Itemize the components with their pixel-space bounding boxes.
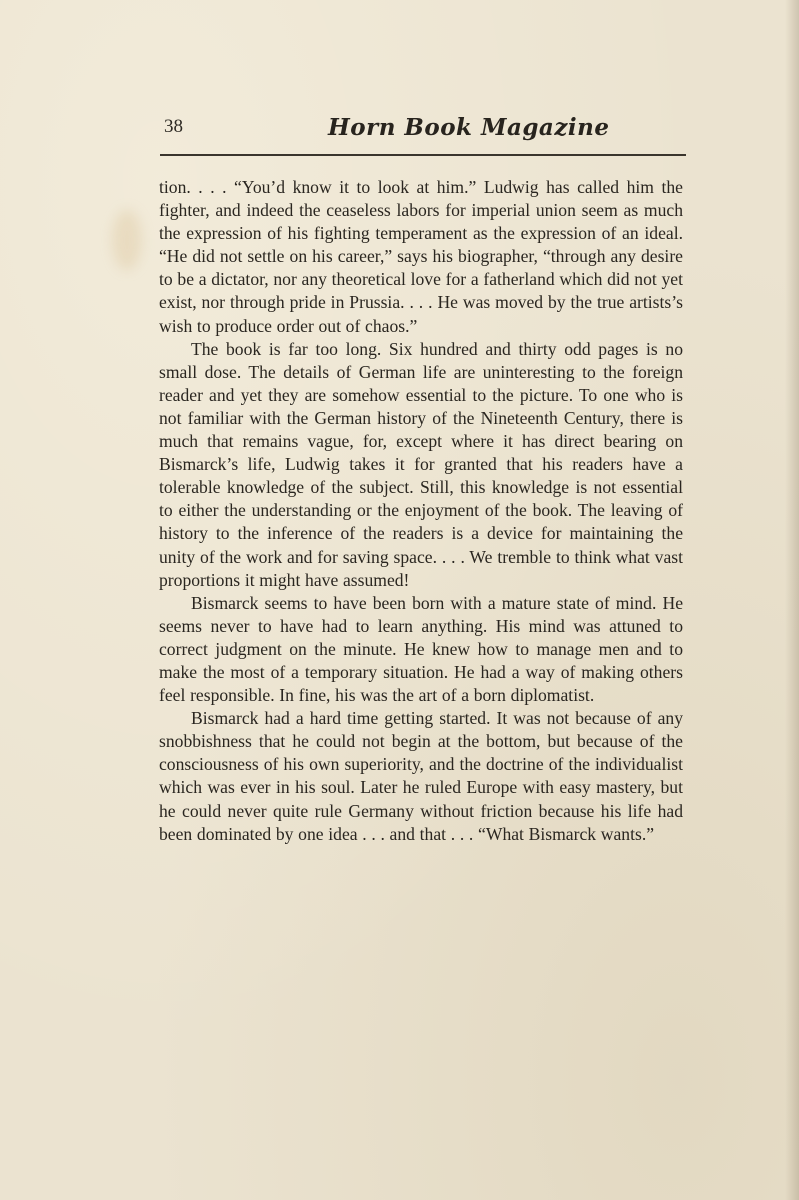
article-body	[159, 176, 683, 846]
paragraph-mature-mind: Bismarck seems to have been born with a mature state of mind. He seems never to have had to learn anything. His mind was attuned to correct judgment on the minute. He knew how to manage men and to make the most of a temporary situation. He had a way of making others feel responsible. In fine, his was the art of a born diplomatist.	[159, 592, 683, 706]
paragraph-continuation: tion. . . . “You’d know it to look at him.” Ludwig has called him the fighter, and indeed the ceaseless labors for imperial union seem as much the expression of his fighting temperament as the expression of an ideal. “He did not settle on his career,” says his biographer, “through any desire to be a dictator, nor any theoretical love for a fatherland which did not yet exist, nor through pride in Prussia. . . . He was moved by the true artists’s wish to produce order out of chaos.”	[159, 177, 683, 336]
page-header	[160, 112, 686, 156]
header-rule	[160, 154, 686, 156]
running-title: Horn Book Magazine	[328, 114, 610, 141]
paragraph-hard-start: Bismarck had a hard time getting started. It was not because of any snobbishness that he could not begin at the bottom, but because of the consciousness of his own superiority, and the doctrine of the individualist which was ever in his soul. Later he ruled Europe with easy mastery, but he could never quite rule Germany without friction because his life had been dominated by one idea . . . and that . . . “What Bismarck wants.”	[159, 708, 683, 844]
page-number: 38	[164, 116, 183, 137]
paper-stain	[112, 210, 142, 270]
paragraph-book-length: The book is far too long. Six hundred and thirty odd pages is no small dose. The details of German life are uninteresting to the foreign reader and yet they are somehow essential to the picture. To one who is not familiar with the German history of the Nineteenth Century, there is much that remains vague, for, except where it has direct bearing on Bismarck’s life, Ludwig takes it for granted that his readers have a tolerable knowledge of the subject. Still, this knowledge is not essential to either the understanding or the enjoyment of the book. The leaving of history to the inference of the readers is a device for maintaining the unity of the work and for saving space. . . . We tremble to think what vast proportions it might have assumed!	[159, 338, 683, 590]
page-edge-shadow	[785, 0, 799, 1200]
